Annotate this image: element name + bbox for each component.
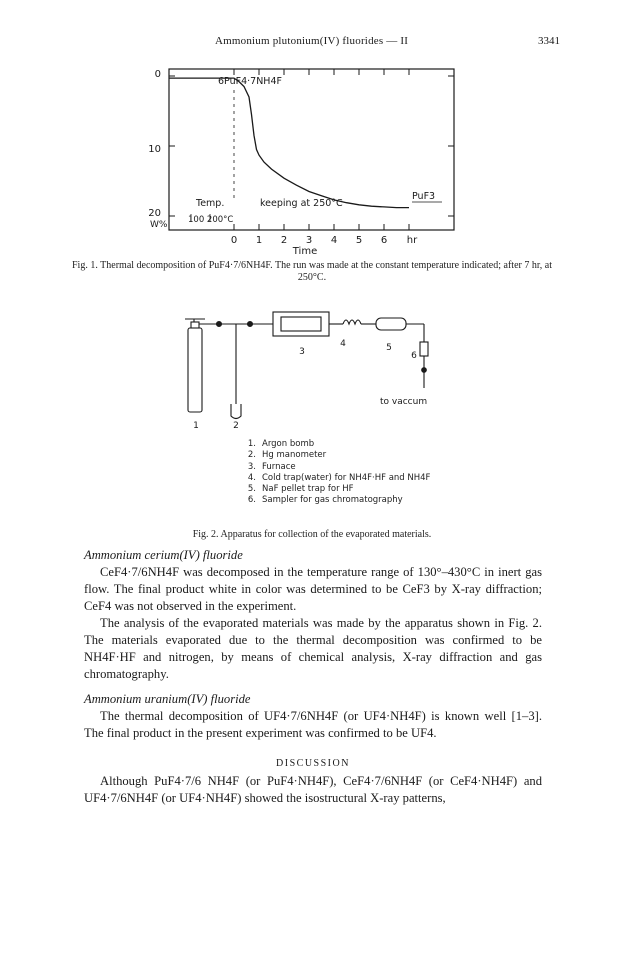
figure1-caption: Fig. 1. Thermal decomposition of PuF4·7/6NH4F. The run was made at the constant temperature indicated; after 7 hr, at 250°C. xyxy=(72,260,552,283)
article-body xyxy=(84,547,542,807)
y-tick-label-10: 10 xyxy=(148,144,161,155)
cold-trap-coil xyxy=(343,320,361,324)
paragraph: The analysis of the evaporated materials was made by the apparatus shown in Fig. 2. The materials evaporated due to the thermal decomposition was confirmed to be NH4F·HF and nitrogen, by means of chemical analysis, X-ray diffraction and gas chromatography. xyxy=(84,616,542,681)
x-unit-label: hr xyxy=(406,235,418,246)
y-tick-label-0: 0 xyxy=(154,69,161,80)
section-heading-cerium: Ammonium cerium(IV) fluoride xyxy=(84,548,243,562)
x-tick-label-1: 1 xyxy=(255,235,263,246)
legend-item: 5. NaF pellet trap for HF xyxy=(247,484,354,495)
x-tick-label-2: 2 xyxy=(280,235,288,246)
figure2-caption: Fig. 2. Apparatus for collection of the evaporated materials. xyxy=(192,529,432,540)
figure2-legend xyxy=(244,439,504,507)
naf-pellet-trap xyxy=(376,318,406,330)
paragraph: Although PuF4·7/6 NH4F (or PuF4·NH4F), CeF4·7/6NH4F (or CeF4·NH4F) and UF4·7/6NH4F (or UF4·NH4F) showed the isostructural X-ray patterns, xyxy=(84,774,542,805)
component-number-5: 5 xyxy=(386,343,392,353)
page-number: 3341 xyxy=(538,35,560,47)
y-unit-label: W% xyxy=(150,220,168,230)
keeping-temperature-label: keeping at 250°C xyxy=(260,198,343,209)
valve-3-icon xyxy=(422,368,427,373)
component-number-4: 4 xyxy=(340,339,346,349)
paragraph: The thermal decomposition of UF4·7/6NH4F (or UF4·NH4F) is known well [1–3]. The final product in the present experiment was confirmed to be UF4. xyxy=(84,709,542,740)
gas-sampler xyxy=(420,342,428,356)
component-number-2: 2 xyxy=(233,421,239,431)
component-number-3: 3 xyxy=(299,347,305,357)
x-axis-label: Time xyxy=(292,246,318,257)
paragraph: CeF4·7/6NH4F was decomposed in the temperature range of 130°–430°C in inert gas flow. The final product white in color was determined to be CeF3 by X-ray diffraction; CeF4 was not observed in the experiment. xyxy=(84,565,542,613)
x-tick-label-0: 0 xyxy=(230,235,238,246)
valve-2-icon xyxy=(248,322,253,327)
argon-bomb-valve xyxy=(191,322,199,328)
furnace-inner xyxy=(281,317,321,331)
legend-item: 4. Cold trap(water) for NH4F·HF and NH4F xyxy=(247,472,431,483)
component-number-6: 6 xyxy=(411,351,417,361)
legend-item: 2. Hg manometer xyxy=(247,450,327,461)
legend-item: 3. Furnace xyxy=(247,461,296,472)
legend-item: 6. Sampler for gas chromatography xyxy=(247,495,403,506)
x-tick-label-5: 5 xyxy=(355,235,363,246)
section-heading-discussion: DISCUSSION xyxy=(276,758,350,769)
y-tick-label-20: 20 xyxy=(148,208,161,219)
running-head-title: Ammonium plutonium(IV) fluorides — II xyxy=(215,35,409,47)
x-tick-label-3: 3 xyxy=(305,235,313,246)
end-compound-label: PuF3 xyxy=(412,191,436,202)
temp-label: Temp. xyxy=(196,198,225,209)
legend-item: 1. Argon bomb xyxy=(247,439,315,449)
figure2-apparatus xyxy=(0,0,624,460)
temp-ticks-label: 100 200°C xyxy=(188,215,234,225)
section-heading-uranium: Ammonium uranium(IV) fluoride xyxy=(84,692,251,706)
valve-1-icon xyxy=(217,322,222,327)
x-tick-label-4: 4 xyxy=(330,235,338,246)
hg-manometer xyxy=(231,404,241,419)
outlet-label: to vaccum xyxy=(380,397,428,407)
argon-bomb-cylinder xyxy=(188,328,202,412)
start-compound-label: 6PuF4·7NH4F xyxy=(218,76,282,87)
component-number-1: 1 xyxy=(193,421,199,431)
x-tick-label-6: 6 xyxy=(380,235,388,246)
